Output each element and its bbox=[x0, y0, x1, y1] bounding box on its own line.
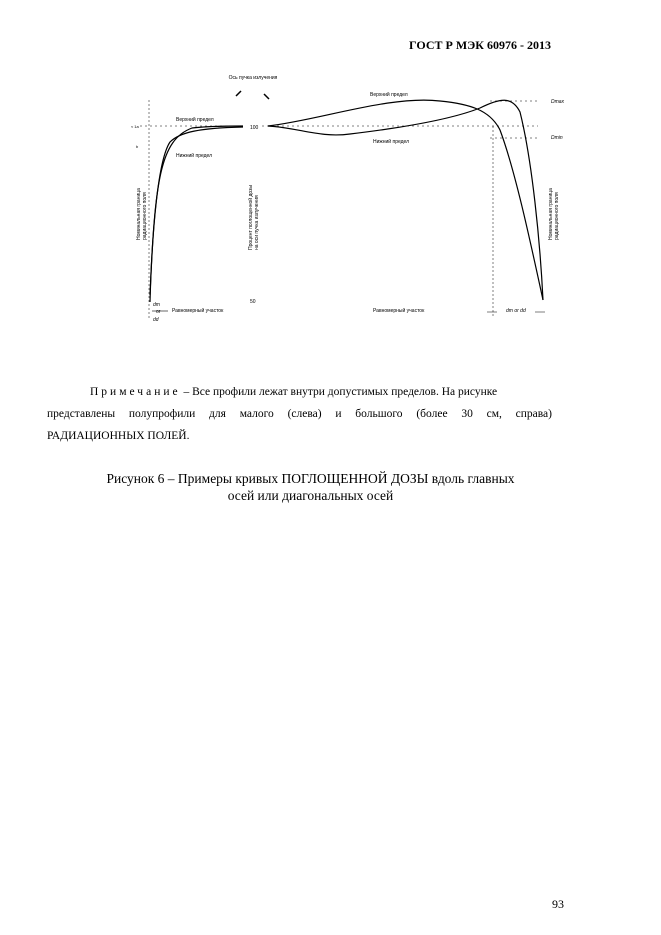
left-dd-label: dd bbox=[153, 317, 159, 323]
left-nominal-boundary-label bbox=[136, 187, 148, 240]
left-dm-label: dm bbox=[153, 302, 160, 308]
percent-dose-line1: Процент поглощенной дозы bbox=[248, 185, 254, 250]
right-upper-curve bbox=[268, 100, 543, 300]
left-lower-limit-label: Нижний предел bbox=[176, 153, 213, 159]
right-dmin-label: Dmin bbox=[551, 135, 563, 141]
dose-profile-figure bbox=[0, 0, 661, 360]
left-uniform-region-label: Равномерный участок bbox=[172, 308, 224, 314]
right-nominal-boundary-label bbox=[548, 187, 560, 240]
caption-line-2: осей или диагональных осей bbox=[227, 488, 394, 503]
value-50-label: 50 bbox=[250, 299, 256, 305]
caption-line-1: Рисунок 6 – Примеры кривых ПОГЛОЩЕННОЙ ДОЗЫ вдоль главных bbox=[106, 471, 515, 486]
left-or-label: or bbox=[156, 309, 161, 315]
value-100-label: 100 bbox=[250, 125, 259, 131]
page-number: 93 bbox=[552, 897, 564, 911]
note-text-line2: представлены полупрофили для малого (слева) и большого (более 30 см, справа) bbox=[47, 408, 552, 420]
beam-axis-arrow-right bbox=[264, 94, 269, 99]
right-lower-curve bbox=[268, 100, 543, 300]
percent-dose-axis-label bbox=[247, 184, 260, 250]
right-nominal-boundary-line2: радиационного поля bbox=[554, 192, 560, 240]
percent-dose-line2: на оси пучка излучения bbox=[254, 195, 260, 250]
beam-axis-label: Ось пучка излучения bbox=[228, 75, 278, 81]
left-upper-limit-label: Верхний предел bbox=[176, 117, 214, 123]
note-paragraph bbox=[47, 381, 552, 442]
right-lower-limit-label: Нижний предел bbox=[373, 139, 410, 145]
note-line-1 bbox=[90, 381, 552, 403]
left-tick-top: ≈ 1a bbox=[131, 124, 139, 129]
note-text-line3: РАДИАЦИОННЫХ ПОЛЕЙ. bbox=[47, 430, 190, 442]
right-upper-limit-label: Верхний предел bbox=[370, 92, 408, 98]
figure-caption bbox=[40, 470, 581, 504]
right-uniform-region-label: Равномерный участок bbox=[373, 308, 425, 314]
left-upper-curve bbox=[150, 126, 243, 295]
note-text-line1: – Все профили лежат внутри допустимых пределов. На рисунке bbox=[180, 386, 498, 398]
document-header: ГОСТ Р МЭК 60976 - 2013 bbox=[409, 38, 551, 52]
right-nominal-boundary-line1: Номинальная граница bbox=[548, 188, 554, 240]
right-dmax-label: Dmax bbox=[551, 99, 565, 105]
left-nominal-boundary-line2: радиационного поля bbox=[142, 192, 148, 240]
right-dm-or-dd-label: dm or dd bbox=[506, 308, 526, 314]
left-tick-second: b bbox=[136, 144, 139, 149]
note-label: Примечание bbox=[90, 386, 181, 398]
beam-axis-arrow-left bbox=[236, 91, 241, 96]
left-nominal-boundary-line1: Номинальная граница bbox=[136, 188, 142, 240]
